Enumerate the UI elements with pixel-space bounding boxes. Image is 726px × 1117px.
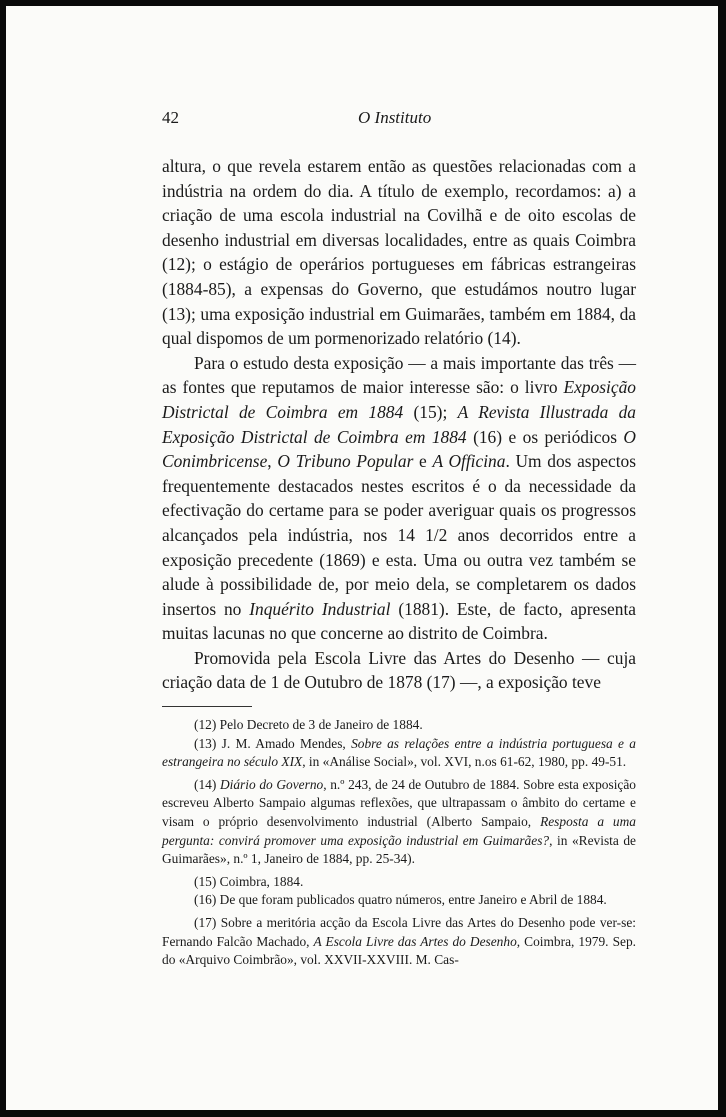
running-title: O Instituto <box>358 108 432 127</box>
footnote-15: (15) Coimbra, 1884. <box>194 873 304 889</box>
footnote-13: (13) J. M. Amado Mendes, Sobre as relações entre a indústria portuguesa e a estrangeira no século XIX, in «Análise Social», vol. XVI, n.os 61-62, 1980, pp. 49-51. <box>162 735 636 770</box>
paragraph-1: altura, o que revela estarem então as questões relacionadas com a indústria na ordem do dia. A título de exemplo, recordamos: a) a criação de uma escola industrial na Covilhã e de oito escolas de desenho industrial em diversas localidades, entre as quais Coimbra (12); o estágio de operários portugueses em fábricas estrangeiras (1884-85), a expensas do Governo, que estudámos noutro lugar (13); uma exposição industrial em Guimarães, também em 1884, da qual dispomos de um pormenorizado relatório (14). <box>162 156 636 349</box>
book-page <box>6 6 718 1110</box>
footnotes <box>162 716 636 974</box>
footnote-16: (16) De que foram publicados quatro números, entre Janeiro e Abril de 1884. <box>194 892 607 908</box>
fraction: 1/2 <box>425 524 448 545</box>
running-header <box>162 108 636 132</box>
body-text <box>162 154 636 695</box>
footnote-12: (12) Pelo Decreto de 3 de Janeiro de 1884. <box>194 717 423 732</box>
page-number: 42 <box>162 108 179 127</box>
footnote-17: (17) Sobre a meritória acção da Escola Livre das Artes do Desenho pode ver-se: Fernando Falcão Machado, A Escola Livre das Artes do Desenho, Coimbra, 1979. Sep. do «Arquivo Coimbrão», vol. XXVII-XXVIII. M. Cas- <box>162 914 637 968</box>
footnote-divider <box>162 706 252 707</box>
footnote-14: (14) Diário do Governo, n.º 243, de 24 de Outubro de 1884. Sobre esta exposição escreveu Alberto Sampaio algumas reflexões, que ultrapassam o âmbito do certame e visam o próprio desenvolvimento industrial (Alberto Sampaio, Resposta a uma pergunta: convirá promover uma exposição industrial em Guimarães?, in «Revista de Guimarães», n.º 1, Janeiro de 1884, pp. 25-34). <box>162 776 637 867</box>
paragraph-3: Promovida pela Escola Livre das Artes do Desenho — cuja criação data de 1 de Outubro de 1878 (17) —, a exposição teve <box>162 647 636 693</box>
paragraph-2: Para o estudo desta exposição — a mais importante das três — as fontes que reputamos de maior interesse são: o livro Exposição Districtal de Coimbra em 1884 (15); A Revista Illustrada da Exposição Districtal de Coimbra em 1884 (16) e os periódicos O Conimbricense, O Tribuno Popular e A Officina. Um dos aspectos frequentemente destacados nestes escritos é o da necessidade da efectivação do certame para se poder averiguar quais os progressos alcançados pela indústria, nos 14 1/2 anos decorridos entre a exposição precedente (1869) e esta. Uma ou outra vez também se alude à possibilidade de, por meio dela, se completarem os dados insertos no Inquérito Industrial (1881). Este, de facto, apresenta muitas lacunas no que concerne ao distrito de Coimbra. <box>162 352 637 644</box>
